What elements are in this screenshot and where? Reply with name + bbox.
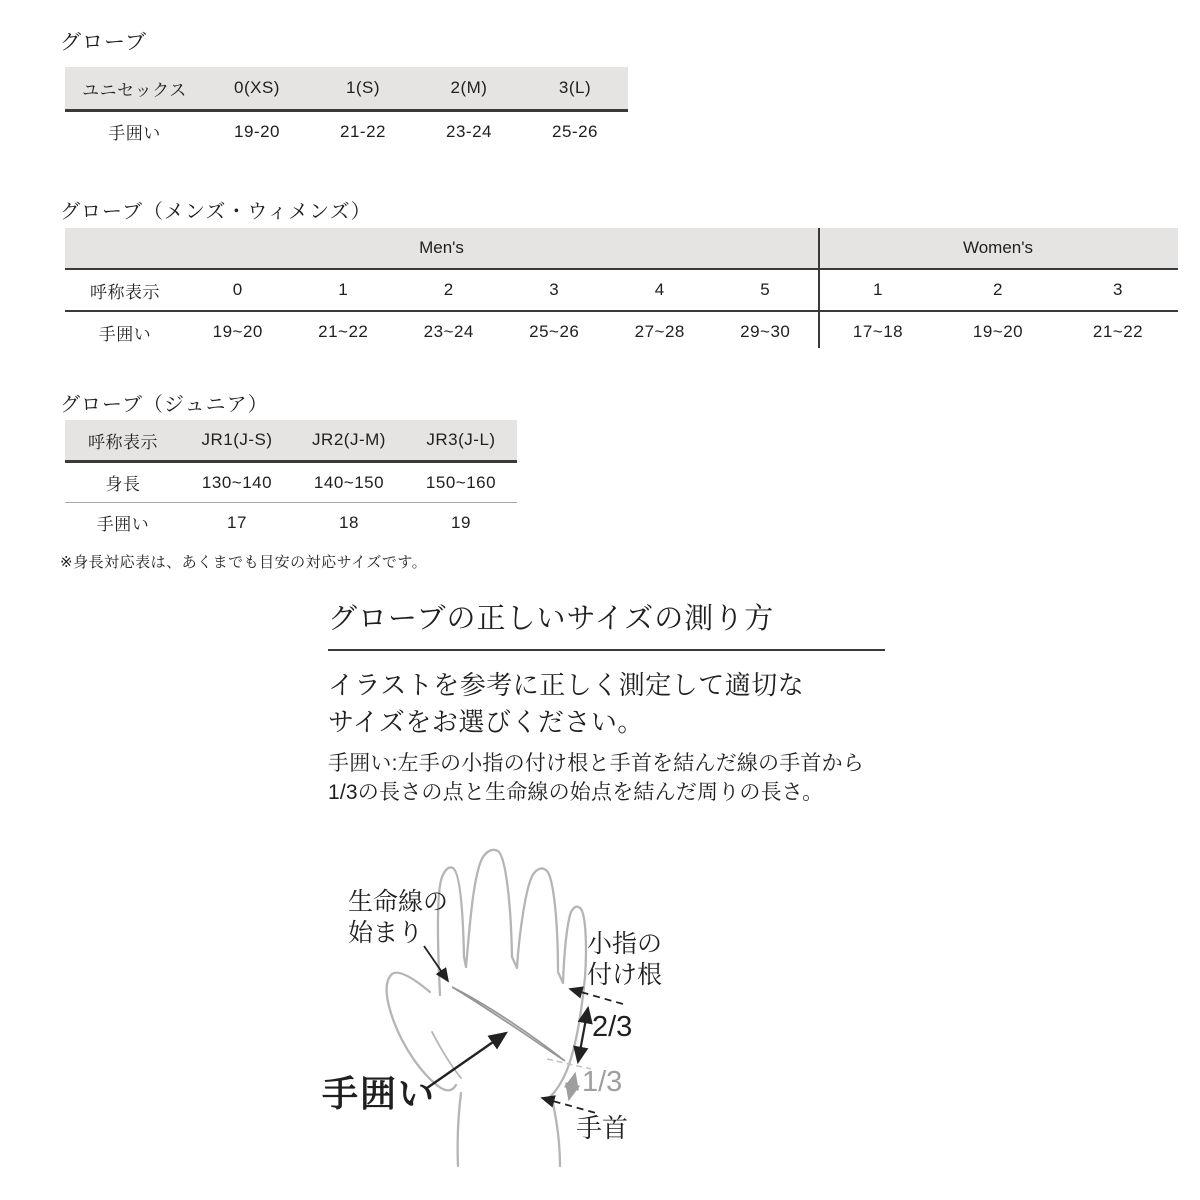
wrist-label: 手首: [576, 1113, 629, 1143]
hand-illustration-drawing: [330, 835, 730, 1175]
hand-circumference-arrow: [427, 1033, 506, 1088]
row-label: 手囲い: [98, 324, 152, 344]
column-header: 2: [443, 280, 454, 299]
column-header: 3: [549, 280, 560, 299]
row-label: 手囲い: [108, 124, 161, 143]
cell-value: 19~20: [212, 322, 263, 341]
column-header: 3(L): [558, 78, 592, 97]
cell-value: 17: [227, 512, 247, 532]
palm-measure-line: [452, 987, 565, 1061]
column-header: JR1(J-S): [201, 430, 273, 449]
cell-value: 19: [451, 512, 471, 532]
cell-value: 23-24: [446, 121, 492, 141]
cell-value: 130~140: [201, 472, 273, 492]
column-header: 4: [654, 280, 665, 299]
cell-value: 18: [339, 512, 359, 532]
pinky-base-label: [587, 929, 662, 991]
junior-size-table: [65, 420, 517, 542]
column-header: JR3(J-L): [426, 430, 496, 449]
column-header: JR2(J-M): [312, 430, 386, 449]
unisex-table-title: グローブ: [60, 31, 147, 54]
cell-value: 27~28: [634, 322, 685, 341]
size-name-row: [65, 270, 1178, 312]
cell-value: 150~160: [425, 472, 497, 492]
mens-womens-size-table: [65, 228, 1178, 352]
cell-value: 21~22: [318, 322, 369, 341]
column-header: ユニセックス: [82, 80, 187, 100]
column-header: 2: [993, 280, 1003, 299]
pinky-base-label-line1: 小指の: [587, 930, 663, 958]
womens-group-header: Women's: [962, 238, 1033, 257]
cell-value: 29~30: [740, 322, 791, 341]
column-header: 2(M): [450, 78, 488, 97]
guide-paragraph-2: [328, 749, 864, 807]
lifeline-arrow: [424, 946, 448, 981]
pinky-base-dashed-line: [570, 989, 623, 1004]
lifeline-label: [348, 887, 448, 949]
pinky-base-label-line2: 付け根: [587, 961, 663, 989]
column-header: 1(S): [345, 78, 381, 97]
column-header: 1: [873, 280, 883, 299]
mens-womens-divider: [818, 228, 820, 348]
lifeline-label-line1: 生命線の: [348, 888, 449, 916]
guide-paragraph-1-line2: サイズをお選びください。: [328, 707, 644, 737]
group-header-row: [65, 228, 1178, 270]
hand-measurement-illustration: [322, 835, 730, 1175]
lifeline-label-line2: 始まり: [348, 919, 424, 947]
column-header: 0: [232, 280, 243, 299]
cell-value: 25-26: [552, 121, 598, 141]
cell-value: 17~18: [852, 322, 904, 341]
guide-paragraph-2-line2: 1/3の長さの点と生命線の始点を結んだ周りの長さ。: [328, 781, 824, 804]
cell-value: 21-22: [340, 121, 386, 141]
column-header: 3: [1113, 280, 1123, 299]
guide-paragraph-1: [328, 667, 804, 741]
column-header: 0(XS): [234, 78, 280, 97]
cell-value: 23~24: [423, 322, 474, 341]
guide-title: グローブの正しいサイズの測り方: [328, 603, 775, 635]
column-header: 5: [760, 280, 771, 299]
disclaimer-note: ※身長対応表は、あくまでも目安の対応サイズです。: [60, 554, 428, 571]
cell-value: 19~20: [972, 322, 1024, 341]
hand-girth-row: [65, 503, 517, 542]
row-label: 呼称表示: [90, 282, 160, 302]
mens-womens-table-title: グローブ（メンズ・ウィメンズ）: [60, 201, 372, 223]
guide-paragraph-1-line1: イラストを参考に正しく測定して適切な: [328, 670, 805, 700]
two-thirds-label: 2/3: [592, 1011, 633, 1043]
hand-circumference-label: 手囲い: [322, 1073, 437, 1114]
one-third-arrow: [569, 1074, 575, 1099]
table-row: [65, 112, 628, 151]
one-third-label: 1/3: [582, 1066, 623, 1098]
cell-value: 25~26: [529, 322, 580, 341]
junior-table-title: グローブ（ジュニア）: [60, 394, 269, 416]
mens-group-header: Men's: [419, 238, 464, 257]
hand-girth-row: [65, 312, 1178, 352]
unisex-table-header-row: [65, 67, 628, 112]
cell-value: 21~22: [1092, 322, 1144, 341]
height-row: [65, 463, 517, 503]
column-header: 1: [338, 280, 349, 299]
guide-paragraph-2-line1: 手囲い:左手の小指の付け根と手首を結んだ線の手首から: [328, 752, 865, 775]
junior-table-header-row: [65, 420, 517, 463]
unisex-size-table: [65, 67, 628, 151]
row-label: 手囲い: [96, 515, 150, 534]
row-label: 身長: [105, 475, 141, 494]
column-header: 呼称表示: [88, 432, 158, 452]
guide-divider: [328, 649, 885, 651]
cell-value: 140~150: [313, 472, 385, 492]
cell-value: 19-20: [234, 121, 280, 141]
